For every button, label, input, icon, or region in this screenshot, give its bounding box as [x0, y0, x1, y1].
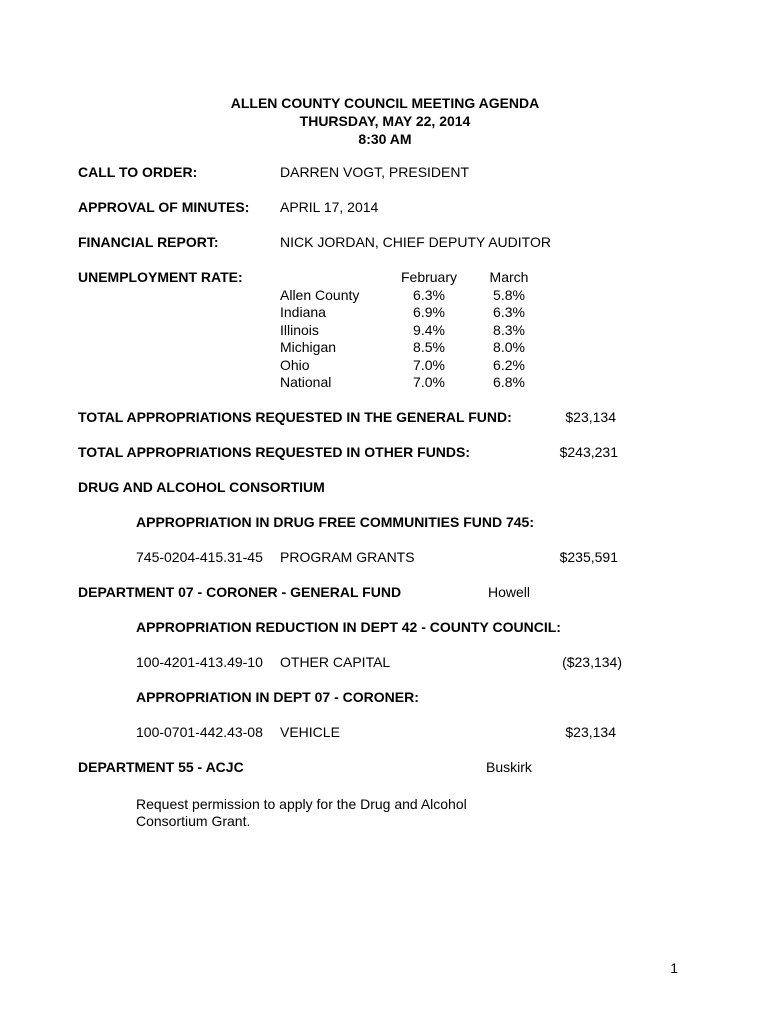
request-text-line-1: Request permission to apply for the Drug and Alcohol: [136, 796, 467, 812]
line-amount: $235,591: [559, 549, 618, 565]
unemployment-row: [280, 322, 319, 339]
title-line-3: 8:30 AM: [358, 131, 412, 147]
rate-february: 7.0%: [413, 357, 445, 373]
region-name: Allen County: [280, 287, 360, 303]
total-general-fund-label: TOTAL APPROPRIATIONS REQUESTED IN THE GENERAL FUND:: [78, 409, 512, 425]
unemployment-row: [280, 357, 310, 374]
rate-february: 9.4%: [413, 322, 445, 338]
dept07-heading: DEPARTMENT 07 - CORONER - GENERAL FUND: [78, 584, 402, 600]
drug-alcohol-heading: DRUG AND ALCOHOL CONSORTIUM: [78, 479, 325, 495]
unemployment-row: [280, 374, 331, 391]
drug-free-fund-subheading: APPROPRIATION IN DRUG FREE COMMUNITIES FUND 745:: [136, 514, 534, 530]
total-other-funds-amount: $243,231: [559, 444, 618, 460]
unemployment-rate-label: UNEMPLOYMENT RATE:: [78, 269, 243, 285]
rate-march: 6.2%: [493, 357, 525, 373]
rate-march: 5.8%: [493, 287, 525, 303]
rate-february: 8.5%: [413, 339, 445, 355]
dept07-person: Howell: [488, 584, 531, 600]
appropriation-subheading: APPROPRIATION IN DEPT 07 - CORONER:: [136, 689, 419, 705]
rate-march: 6.8%: [493, 374, 525, 390]
line-description: PROGRAM GRANTS: [280, 549, 415, 565]
total-general-fund-amount: $23,134: [565, 409, 616, 425]
call-to-order-value: DARREN VOGT, PRESIDENT: [280, 164, 470, 180]
region-name: Ohio: [280, 357, 310, 373]
account-number: 745-0204-415.31-45: [136, 549, 263, 565]
dept55-person: Buskirk: [486, 759, 532, 775]
total-other-funds-label: TOTAL APPROPRIATIONS REQUESTED IN OTHER FUNDS:: [78, 444, 471, 460]
rate-march: 8.0%: [493, 339, 525, 355]
line-amount: $23,134: [565, 724, 616, 740]
rate-february: 6.9%: [413, 304, 445, 320]
account-number: 100-0701-442.43-08: [136, 724, 263, 740]
unemployment-row: [280, 339, 336, 356]
region-name: National: [280, 374, 332, 390]
financial-report-label: FINANCIAL REPORT:: [78, 234, 219, 250]
line-description: VEHICLE: [280, 724, 340, 740]
dept55-heading: DEPARTMENT 55 - ACJC: [78, 759, 244, 775]
rate-march: 6.3%: [493, 304, 525, 320]
line-description: OTHER CAPITAL: [280, 654, 391, 670]
column-header-february: February: [400, 269, 458, 285]
rate-march: 8.3%: [493, 322, 525, 338]
column-header-march: March: [489, 269, 529, 285]
region-name: Illinois: [280, 322, 319, 338]
region-name: Michigan: [280, 339, 337, 355]
reduction-subheading: APPROPRIATION REDUCTION IN DEPT 42 - COUNTY COUNCIL:: [136, 619, 561, 635]
page-number: 1: [670, 960, 678, 976]
financial-report-value: NICK JORDAN, CHIEF DEPUTY AUDITOR: [280, 234, 551, 250]
agenda-title: [0, 95, 770, 149]
request-text-line-2: Consortium Grant.: [136, 813, 251, 829]
approval-of-minutes-label: APPROVAL OF MINUTES:: [78, 199, 250, 215]
title-line-1: ALLEN COUNTY COUNCIL MEETING AGENDA: [230, 95, 540, 111]
unemployment-row: [280, 304, 326, 321]
region-name: Indiana: [280, 304, 326, 320]
unemployment-row: [280, 287, 359, 304]
call-to-order-label: CALL TO ORDER:: [78, 164, 198, 180]
rate-february: 6.3%: [413, 287, 445, 303]
line-amount: ($23,134): [562, 654, 622, 670]
account-number: 100-4201-413.49-10: [136, 654, 263, 670]
title-line-2: THURSDAY, MAY 22, 2014: [299, 113, 471, 129]
rate-february: 7.0%: [413, 374, 445, 390]
approval-of-minutes-value: APRIL 17, 2014: [280, 199, 379, 215]
